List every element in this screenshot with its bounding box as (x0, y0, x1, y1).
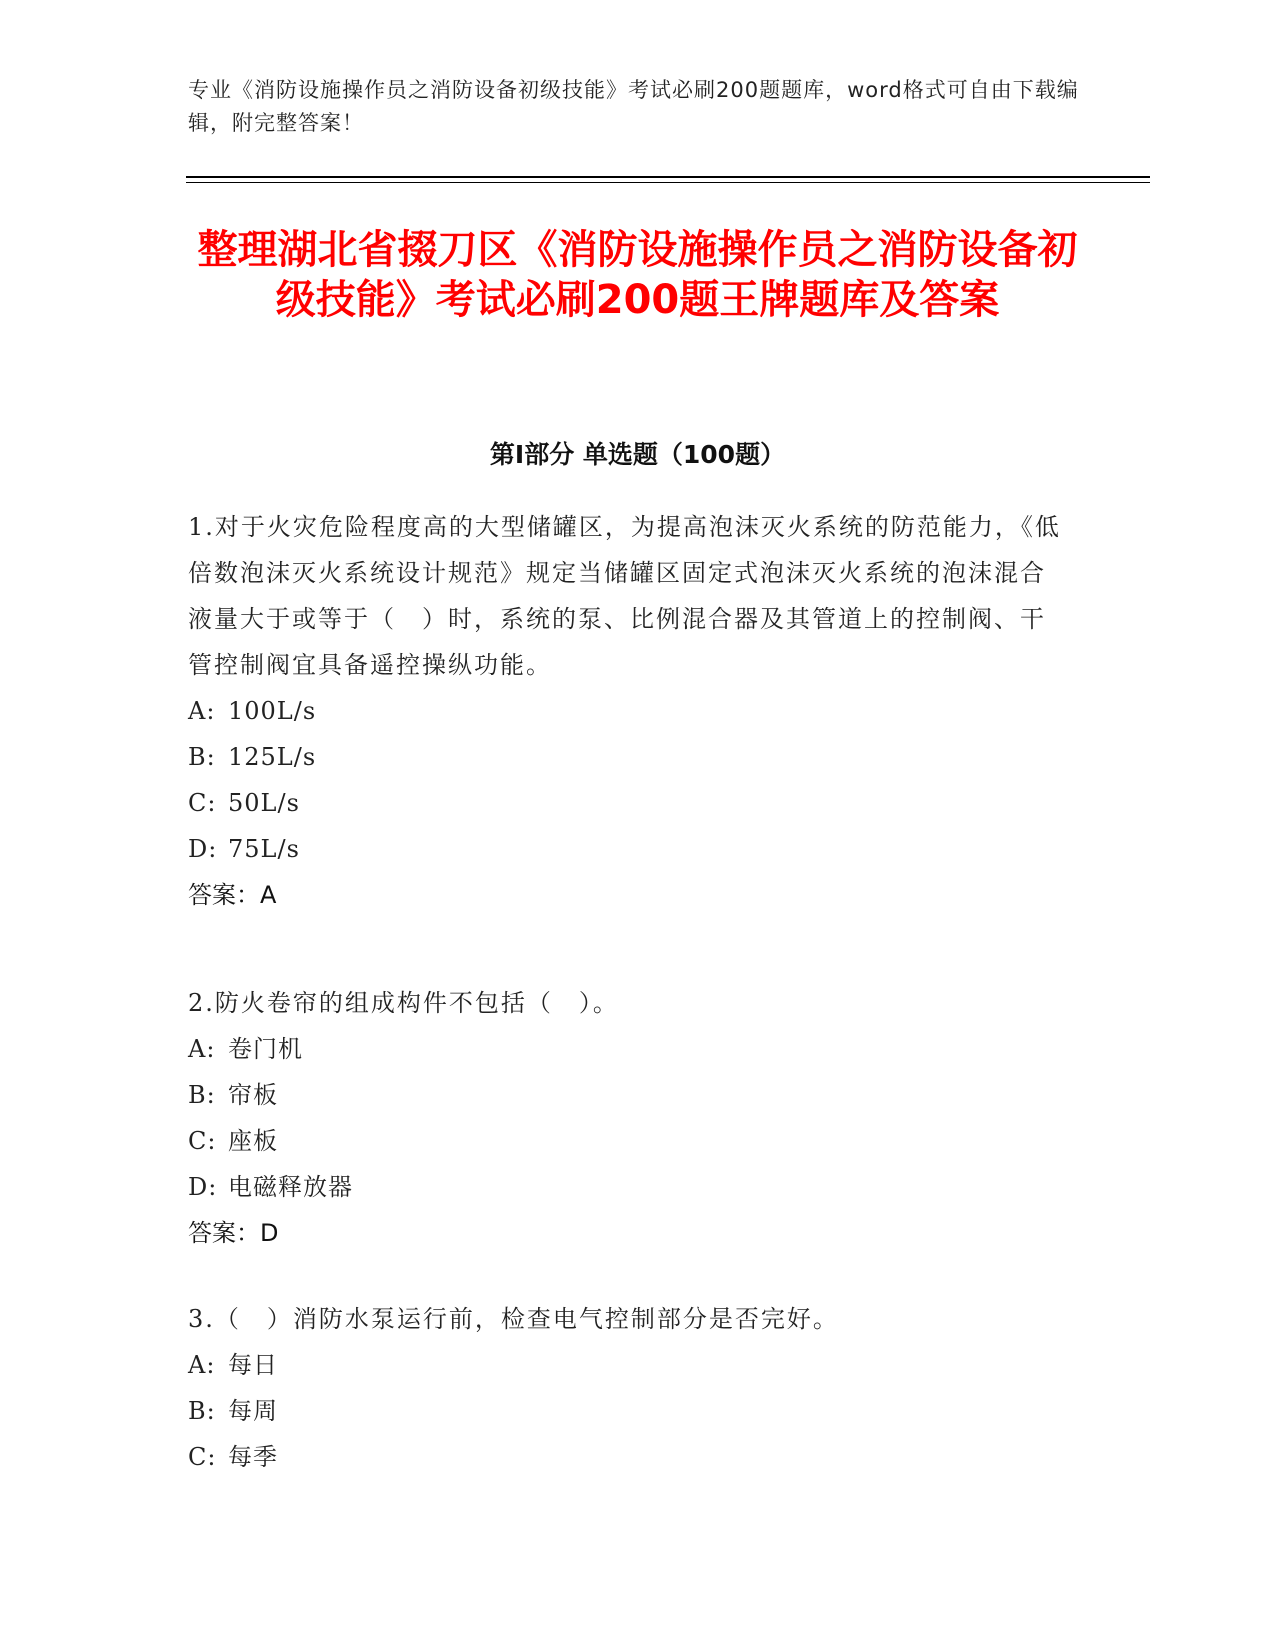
option-text: 每日 (228, 1351, 278, 1379)
question-2 (188, 980, 1068, 1256)
header-divider-thick (186, 176, 1150, 178)
option-a (188, 1342, 1068, 1388)
option-key: C: (188, 789, 217, 817)
option-text: 卷门机 (228, 1035, 303, 1063)
option-a (188, 688, 1068, 734)
option-c (188, 1434, 1068, 1480)
option-key: A: (188, 1035, 216, 1063)
option-key: C: (188, 1443, 217, 1471)
option-a (188, 1026, 1068, 1072)
option-key: B: (188, 1081, 216, 1109)
option-key: B: (188, 1397, 216, 1425)
question-stem: 3.（ ）消防水泵运行前，检查电气控制部分是否完好。 (188, 1305, 839, 1333)
question-stem: 2.防火卷帘的组成构件不包括（ ）。 (188, 989, 619, 1017)
option-key: A: (188, 1351, 216, 1379)
option-d (188, 826, 1068, 872)
answer-line: 答案：D (188, 1219, 279, 1247)
header-note: 专业《消防设施操作员之消防设备初级技能》考试必刷200题题库，word格式可自由下载编辑，附完整答案！ (188, 78, 1079, 135)
section-title: 第I部分 单选题（100题） (489, 440, 786, 469)
answer-line: 答案：A (188, 881, 277, 909)
option-text: 75L/s (228, 835, 300, 863)
question-stem: 1.对于火灾危险程度高的大型储罐区，为提高泡沫灭火系统的防范能力，《低倍数泡沫灭火系统设计规范》规定当储罐区固定式泡沫灭火系统的泡沫混合液量大于或等于（ ）时，系统的泵、比例混合器及其管道上的控制阀、干管控制阀宜具备遥控操纵功能。 (188, 513, 1061, 679)
option-text: 每周 (228, 1397, 278, 1425)
option-key: D: (188, 1173, 218, 1201)
option-text: 每季 (228, 1443, 278, 1471)
option-text: 100L/s (228, 697, 317, 725)
option-text: 125L/s (228, 743, 317, 771)
option-key: B: (188, 743, 216, 771)
option-key: C: (188, 1127, 217, 1155)
document-title: 整理湖北省掇刀区《消防设施操作员之消防设备初级技能》考试必刷200题王牌题库及答案 (197, 227, 1078, 323)
option-text: 电磁释放器 (228, 1173, 353, 1201)
option-b (188, 1388, 1068, 1434)
option-key: D: (188, 835, 218, 863)
option-c (188, 1118, 1068, 1164)
question-1 (188, 504, 1068, 918)
option-b (188, 1072, 1068, 1118)
option-text: 座板 (228, 1127, 278, 1155)
option-c (188, 780, 1068, 826)
option-b (188, 734, 1068, 780)
option-text: 帘板 (228, 1081, 278, 1109)
question-3 (188, 1296, 1068, 1480)
header-divider-thin (186, 182, 1150, 183)
option-d (188, 1164, 1068, 1210)
option-text: 50L/s (228, 789, 300, 817)
option-key: A: (188, 697, 216, 725)
